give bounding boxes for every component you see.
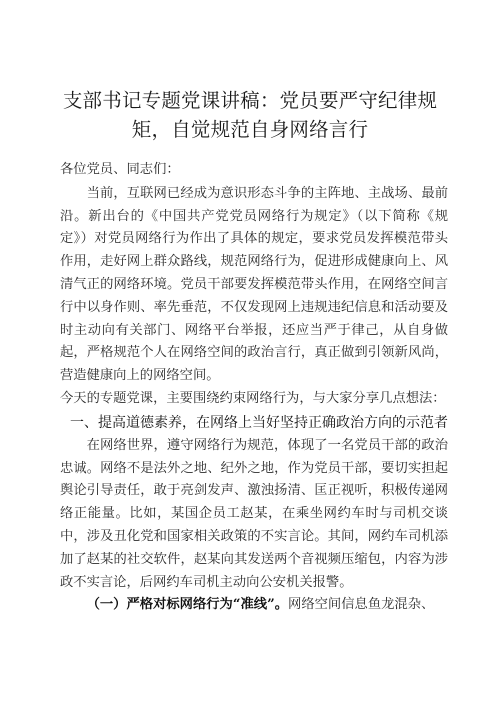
paragraph-subsection-1 xyxy=(60,594,448,617)
title-line-1: 支部书记专题党课讲稿：党员要严守纪律规 xyxy=(62,89,438,112)
subheading-lead: （一）严格对标网络行为“准线”。 xyxy=(86,597,289,613)
greeting: 各位党员、同志们： xyxy=(60,162,180,177)
paragraph-section-1: 在网络世界，遵守网络行为规范，体现了一名党员干部的政治忠诚。网络不是法外之地、纪外之地，作为党员干部，要切实担起舆论引导责任，敢于亮剑发声、激浊扬清、匡正视听，积极传递网络正能量。比如，某国企员工赵某，在乘坐网约车时与司机交谈中，涉及丑化党和国家相关政策的不实言论。其间，网约车司机添加了赵某的社交软件，赵某向其发送两个音视频压缩包，内容为涉政不实言论，后网约车司机主动向公安机关报警。 xyxy=(60,437,448,590)
paragraph-outline: 今天的专题党课，主要围绕约束网络行为，与大家分享几点想法： xyxy=(60,390,446,406)
subheading-text: 网络空间信息鱼龙混杂、 xyxy=(288,597,435,613)
section-heading-1: 一、提高道德素养，在网络上当好坚持正确政治方向的示范者 xyxy=(70,414,448,431)
document-body xyxy=(60,159,448,617)
document-title xyxy=(60,86,440,144)
paragraph-intro: 当前，互联网已经成为意识形态斗争的主阵地、主战场、最前沿。新出台的《中国共产党党员网络行为规定》（以下简称《规定》）对党员网络行为作出了具体的规定，要求党员发挥模范带头作用，走好网上群众路线，规范网络行为，促进形成健康向上、风清气正的网络环境。党员干部要发挥模范带头作用，在网络空间言行中以身作则、率先垂范，不仅发现网上违规违纪信息和活动要及时主动向有关部门、网络平台举报，还应当严于律己，从自身做起，严格规范个人在网络空间的政治言行，真正做到引领新风尚，营造健康向上的网络空间。 xyxy=(60,185,448,384)
title-line-2: 矩，自觉规范自身网络言行 xyxy=(131,118,369,141)
